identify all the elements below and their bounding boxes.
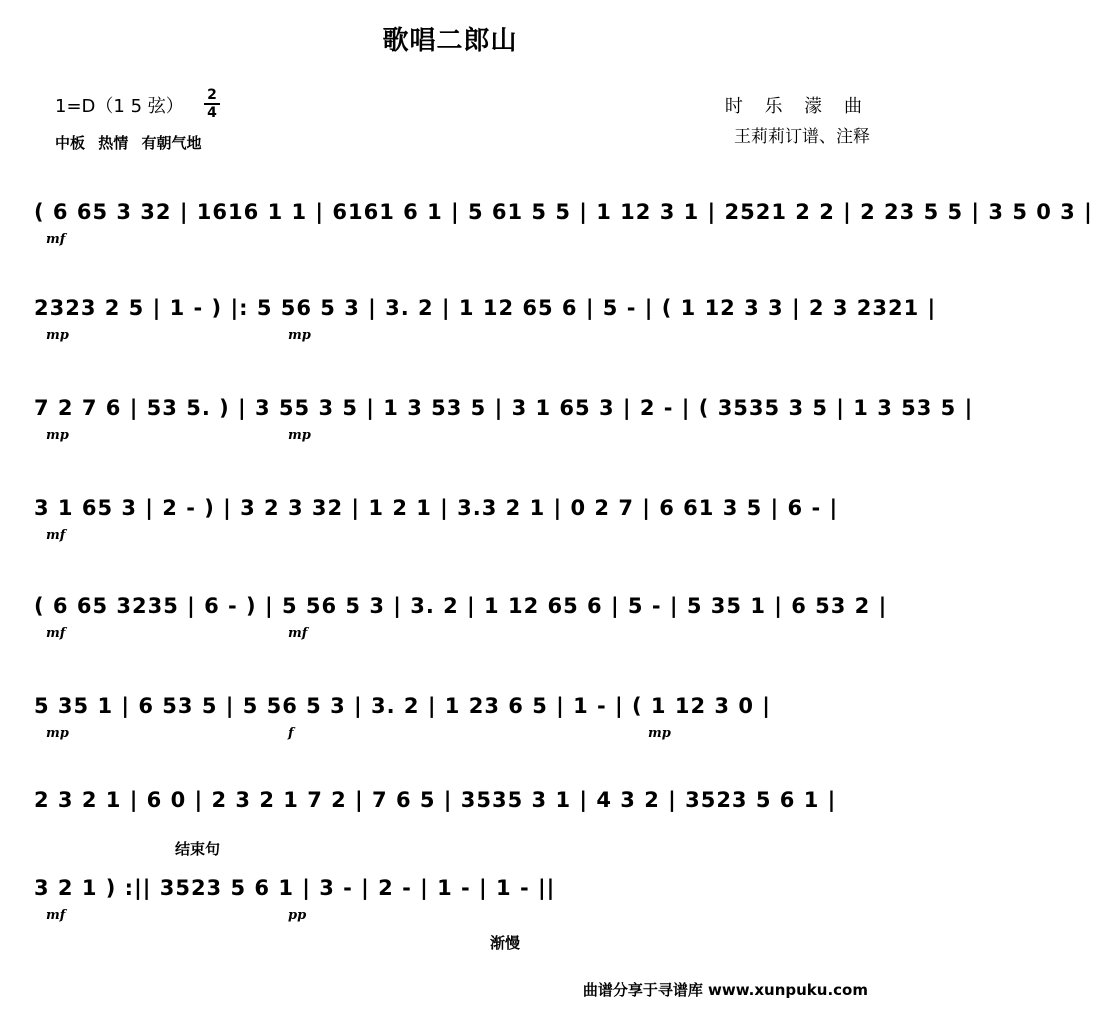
dynamic-marking: mf xyxy=(46,232,66,247)
time-signature xyxy=(202,88,222,120)
time-signature-denominator: 4 xyxy=(207,105,217,121)
dynamic-marking: mp xyxy=(46,726,69,741)
staff-line xyxy=(28,666,878,741)
dynamic-marking: mf xyxy=(46,528,66,543)
tempo-marking: 中板 热情 有朝气地 xyxy=(55,134,202,152)
staff-line xyxy=(28,368,974,443)
time-signature-numerator: 2 xyxy=(207,87,217,103)
staff-line xyxy=(28,566,888,641)
key-signature: 1=D（1 5 弦） xyxy=(55,96,184,117)
staff-line xyxy=(28,760,878,830)
notation-text: 3 2 1 ) :|| 3523 5 6 1 | 3 - | 2 - | 1 - | 1 - || xyxy=(34,876,556,900)
notation-text: 2323 2 5 | 1 - ) |: 5 56 5 3 | 3. 2 | 1 12 65 6 | 5 - | ( 1 12 3 3 | 2 3 2321 | xyxy=(34,296,937,320)
notation-text: 3 1 65 3 | 2 - ) | 3 2 3 32 | 1 2 1 | 3.3 2 1 | 0 2 7 | 6 61 3 5 | 6 - | xyxy=(34,496,839,520)
dynamic-marking: mp xyxy=(288,328,311,343)
notation-text: ( 6 65 3235 | 6 - ) | 5 56 5 3 | 3. 2 | 1 12 65 6 | 5 - | 5 35 1 | 6 53 2 | xyxy=(34,594,888,618)
dynamic-marking: mp xyxy=(46,328,69,343)
notation-text: 2 3 2 1 | 6 0 | 2 3 2 1 7 2 | 7 6 5 | 3535 3 1 | 4 3 2 | 3523 5 6 1 | xyxy=(34,788,837,812)
ending-label: 结束句 xyxy=(175,840,221,858)
dynamic-marking: mp xyxy=(288,428,311,443)
notation-text: 5 35 1 | 6 53 5 | 5 56 5 3 | 3. 2 | 1 23 6 5 | 1 - | ( 1 12 3 0 | xyxy=(34,694,771,718)
dynamic-marking: mp xyxy=(648,726,671,741)
editor-credit: 王莉莉订谱、注释 xyxy=(734,127,870,147)
staff-line xyxy=(28,468,878,543)
dynamic-marking: f xyxy=(288,726,294,741)
staff-line xyxy=(28,172,1093,247)
dynamic-marking: mf xyxy=(46,908,66,923)
notation-text: ( 6 65 3 32 | 1616 1 1 | 6161 6 1 | 5 61 5 5 | 1 12 3 1 | 2521 2 2 | 2 23 5 5 | 3 5 0 3 | xyxy=(34,200,1093,224)
rit-label: 渐慢 xyxy=(490,934,521,952)
notation-text: 7 2 7 6 | 53 5. ) | 3 55 3 5 | 1 3 53 5 | 3 1 65 3 | 2 - | ( 3535 3 5 | 1 3 53 5 | xyxy=(34,396,974,420)
dynamic-marking: mf xyxy=(288,626,308,641)
staff-line xyxy=(28,848,878,923)
page-title: 歌唱二郎山 xyxy=(382,26,518,56)
composer-credit: 时 乐 濛 曲 xyxy=(724,96,870,117)
dynamic-marking: pp xyxy=(288,908,307,923)
dynamic-marking: mp xyxy=(46,428,69,443)
dynamic-marking: mf xyxy=(46,626,66,641)
footer-credit: 曲谱分享于寻谱库 www.xunpuku.com xyxy=(582,981,868,999)
staff-line xyxy=(28,268,937,343)
